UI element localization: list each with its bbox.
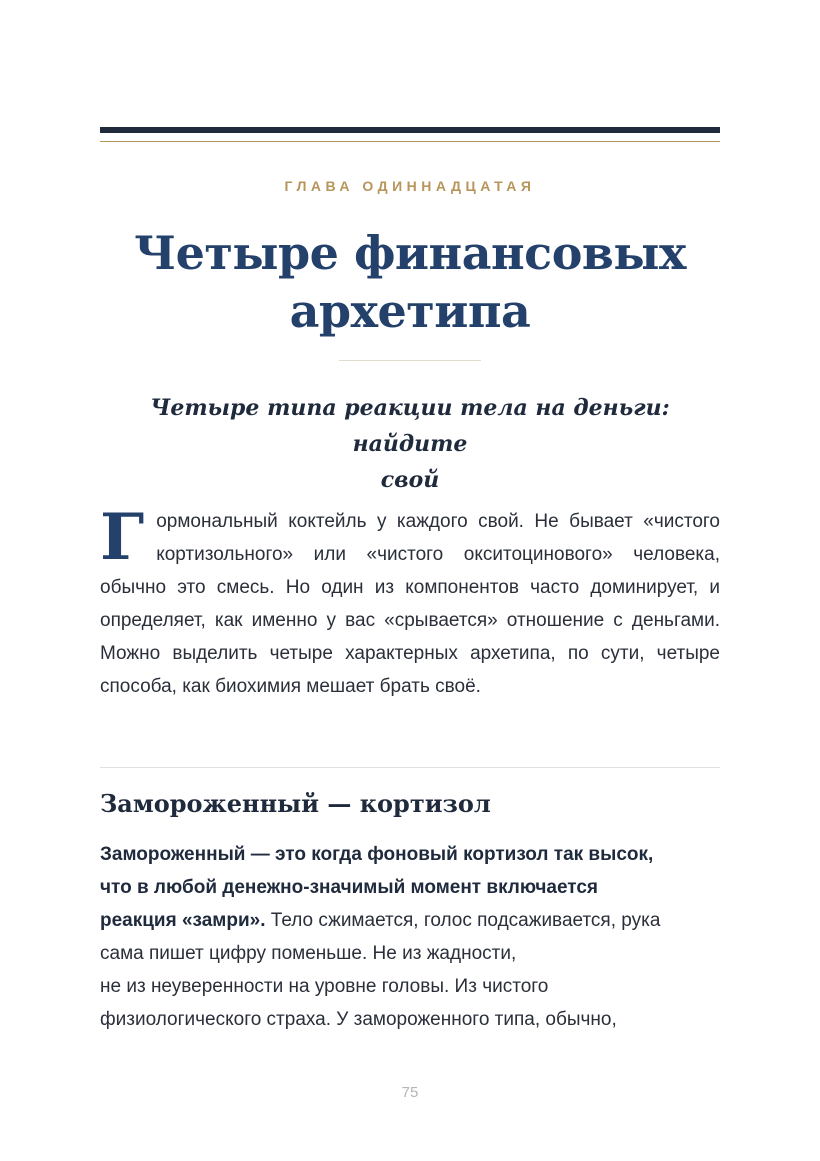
chapter-title-line-2: архетипа	[289, 284, 531, 338]
chapter-title-line-1: Четыре финансовых	[134, 226, 686, 280]
section-lead-line-2: что в любой денежно-значимый момент включается	[100, 877, 598, 898]
section-lead-line-1: Замороженный — это когда фоновый кортизол так высок,	[100, 844, 654, 865]
drop-cap: Г	[100, 500, 145, 575]
section-divider	[100, 767, 720, 768]
chapter-subtitle-line-1: Четыре типа реакции тела на деньги: найдите	[150, 395, 670, 457]
page-number: 75	[401, 1084, 419, 1101]
chapter-title	[100, 224, 720, 340]
section-body-line-3: не из неуверенности на уровне головы. Из чистого	[100, 976, 549, 997]
intro-text: ормональный коктейль у каждого свой. Не бывает «чистого кортизольного» или «чистого окситоцинового» человека, обычно это смесь. Но один из компонентов часто доминирует, и определяет, как именно у вас «срывается» отношение с деньгами. Можно выделить четыре характерных архетипа, по сути, четыре способа, как биохимия мешает брать своё.	[100, 511, 720, 697]
section-body-line-1: Тело сжимается, голос подсаживается, рука	[265, 910, 661, 931]
title-divider	[339, 360, 481, 361]
chapter-subtitle	[120, 390, 700, 498]
section-body	[100, 838, 720, 1036]
section-heading: Замороженный — кортизол	[100, 789, 491, 818]
chapter-subtitle-line-2: свой	[380, 467, 440, 493]
intro-paragraph	[100, 500, 720, 703]
section-body-line-4: физиологического страха. У замороженного типа, обычно,	[100, 1009, 617, 1030]
section-body-line-2: сама пишет цифру поменьше. Не из жадности,	[100, 943, 517, 964]
header-thick-rule	[100, 127, 720, 133]
section-lead-line-3: реакция «замри».	[100, 910, 266, 931]
header-thin-rule	[100, 141, 720, 142]
chapter-label: ГЛАВА ОДИННАДЦАТАЯ	[284, 178, 536, 194]
book-page	[100, 0, 720, 1161]
